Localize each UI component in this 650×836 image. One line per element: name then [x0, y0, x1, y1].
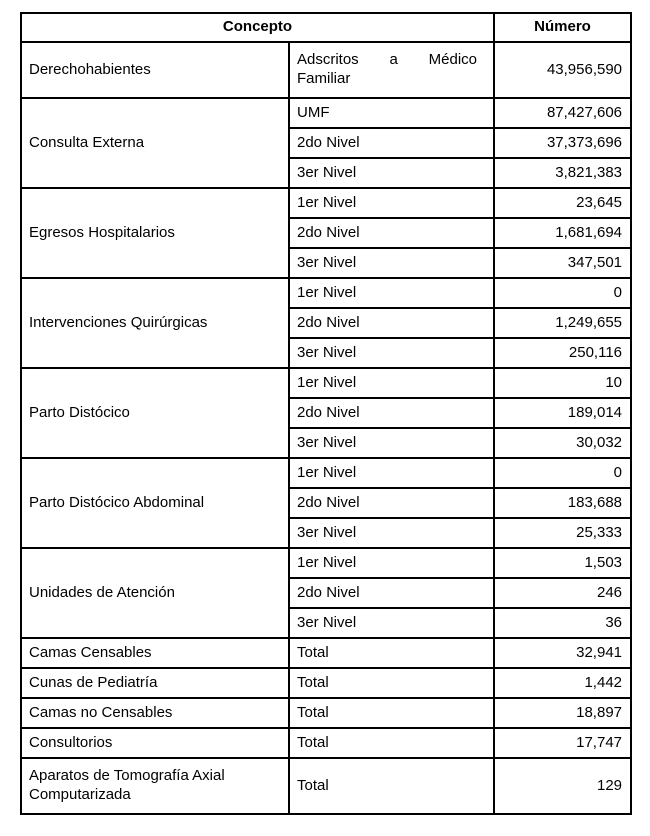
- subconcept-label: Total: [289, 668, 494, 698]
- value-cell: 250,116: [494, 338, 631, 368]
- subconcept-label: Adscritos a Médico Familiar: [297, 51, 477, 87]
- subconcept-label: 1er Nivel: [289, 278, 494, 308]
- value-cell: 87,427,606: [494, 98, 631, 128]
- value-cell: 246: [494, 578, 631, 608]
- subconcept-label: Total: [289, 728, 494, 758]
- value-cell: 1,681,694: [494, 218, 631, 248]
- value-cell: 347,501: [494, 248, 631, 278]
- concept-unidades-de-atencion: Unidades de Atención: [21, 548, 289, 638]
- value-cell: 32,941: [494, 638, 631, 668]
- subconcept-label: 3er Nivel: [289, 158, 494, 188]
- table-row: [21, 698, 631, 728]
- subconcept-label: 1er Nivel: [289, 368, 494, 398]
- subconcept-label: 3er Nivel: [289, 338, 494, 368]
- subconcept-label: 3er Nivel: [289, 248, 494, 278]
- value-cell: 17,747: [494, 728, 631, 758]
- value-cell: 36: [494, 608, 631, 638]
- subconcept-label: Total: [289, 638, 494, 668]
- concept-camas-censables: Camas Censables: [21, 638, 289, 668]
- table-row: [21, 188, 631, 218]
- table-row: [21, 758, 631, 814]
- concept-consulta-externa: Consulta Externa: [21, 98, 289, 188]
- table-row: [21, 458, 631, 488]
- value-cell: 18,897: [494, 698, 631, 728]
- subconcept-label: 2do Nivel: [289, 398, 494, 428]
- subconcept-label: 1er Nivel: [289, 548, 494, 578]
- subconcept-label: 3er Nivel: [289, 518, 494, 548]
- value-cell: 129: [494, 758, 631, 814]
- concept-cunas-de-pediatria: Cunas de Pediatría: [21, 668, 289, 698]
- concept-consultorios: Consultorios: [21, 728, 289, 758]
- subconcept-label: 1er Nivel: [289, 188, 494, 218]
- subconcept-label: 2do Nivel: [289, 218, 494, 248]
- value-cell: 1,442: [494, 668, 631, 698]
- concept-camas-no-censables: Camas no Censables: [21, 698, 289, 728]
- value-cell: 30,032: [494, 428, 631, 458]
- subconcept-label: 3er Nivel: [289, 428, 494, 458]
- concept-egresos-hospitalarios: Egresos Hospitalarios: [21, 188, 289, 278]
- table-row: [21, 668, 631, 698]
- table-row: [21, 548, 631, 578]
- subconcept-label: 2do Nivel: [289, 578, 494, 608]
- subconcept-label: Total: [289, 698, 494, 728]
- table-row: [21, 728, 631, 758]
- table-row: [21, 368, 631, 398]
- value-cell: 0: [494, 278, 631, 308]
- value-cell: 1,249,655: [494, 308, 631, 338]
- subconcept-label: Total: [289, 758, 494, 814]
- table-row: [21, 98, 631, 128]
- concept-aparatos-tomografia: Aparatos de Tomografía Axial Computarizada: [21, 758, 289, 814]
- value-cell: 0: [494, 458, 631, 488]
- subconcept-label: 2do Nivel: [289, 308, 494, 338]
- concept-parto-distocico: Parto Distócico: [21, 368, 289, 458]
- value-cell: 189,014: [494, 398, 631, 428]
- table-row: [21, 638, 631, 668]
- subconcept-cell: [289, 42, 494, 98]
- subconcept-label: 1er Nivel: [289, 458, 494, 488]
- value-cell: 25,333: [494, 518, 631, 548]
- concept-intervenciones-quirurgicas: Intervenciones Quirúrgicas: [21, 278, 289, 368]
- value-cell: 23,645: [494, 188, 631, 218]
- value-cell: 183,688: [494, 488, 631, 518]
- value-cell: 10: [494, 368, 631, 398]
- table-row: [21, 42, 631, 98]
- subconcept-label: 3er Nivel: [289, 608, 494, 638]
- value-cell: 43,956,590: [494, 42, 631, 98]
- subconcept-label: UMF: [289, 98, 494, 128]
- subconcept-label: 2do Nivel: [289, 128, 494, 158]
- value-cell: 37,373,696: [494, 128, 631, 158]
- value-cell: 3,821,383: [494, 158, 631, 188]
- concept-parto-distocico-abdominal: Parto Distócico Abdominal: [21, 458, 289, 548]
- value-cell: 1,503: [494, 548, 631, 578]
- column-header-numero: Número: [494, 13, 631, 42]
- concept-derechohabientes: Derechohabientes: [21, 42, 289, 98]
- column-header-concepto: Concepto: [21, 13, 494, 42]
- statistics-table: [20, 12, 632, 815]
- table-row: [21, 278, 631, 308]
- subconcept-label: 2do Nivel: [289, 488, 494, 518]
- header-row: [21, 13, 631, 42]
